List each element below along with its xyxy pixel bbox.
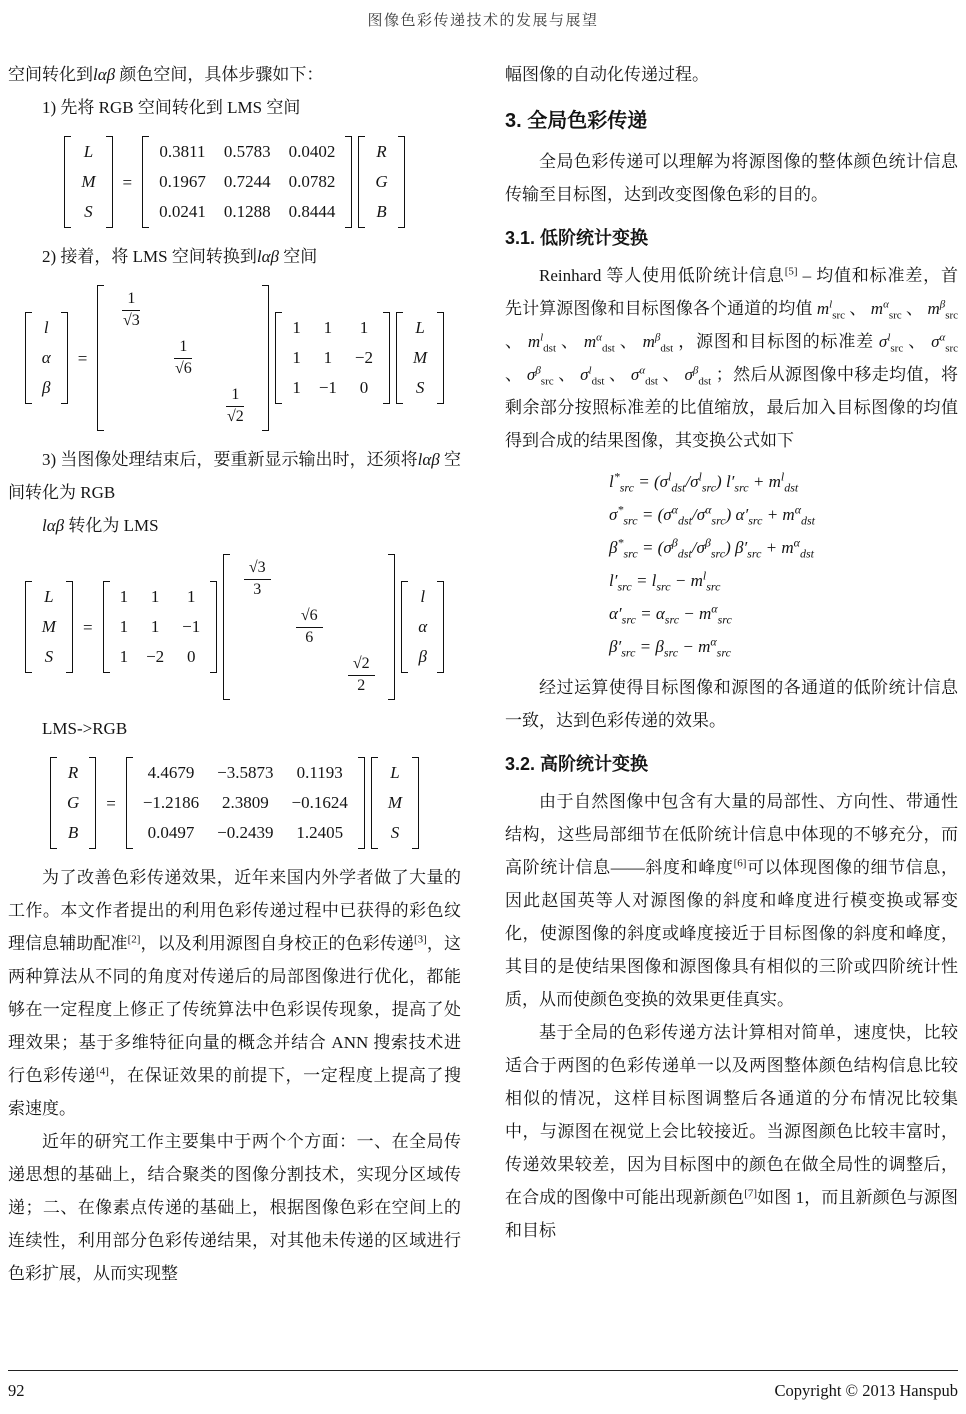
matrix-cell: $\frac{1}{√3}$ [122, 290, 140, 329]
matrix-cell: −1 [182, 617, 201, 636]
equation-line-6: $\beta'_{src} = \beta_{src} - m^\alpha_{src}$ [609, 634, 731, 660]
matrix-lms2rgb-coefficients [126, 757, 365, 849]
para-recent-work: 近年的研究工作主要集中于两个个方面：一、在全局传递思想的基础上，结合聚类的图像分割技术，实现分区域传递；二、在像素点传递的基础上，根据图像色彩在空间上的连续性，利用部分色彩传递结果，对其他未传递的区域进行色彩扩展，从而实现整 [8, 1132, 461, 1283]
matrix-cell: −2 [146, 647, 165, 666]
matrix-cell: G [66, 793, 80, 812]
matrix-rhs-lms-vector [371, 757, 419, 849]
matrix-cell: β [42, 378, 51, 397]
list-item-step1: 1) 先将 RGB 空间转化到 LMS 空间 [42, 98, 301, 117]
column-right [505, 58, 958, 1290]
matrix-cell: −3.5873 [217, 763, 274, 782]
matrix-grid [366, 139, 396, 225]
matrix-cell [105, 336, 157, 380]
matrix-grid [283, 315, 382, 401]
matrix-grid [111, 584, 210, 670]
matrix-cell: $\frac{1}{√2}$ [226, 386, 244, 425]
subsection-heading-high-order: 3.2. 高阶统计变换 [505, 754, 649, 774]
para-reinhard: Reinhard 等人使用低阶统计信息[5] – 均值和标准差，首先计算源图像和目标图像各个通道的均值 $m^l_{src}$ 、 $m^\alpha_{src}$ 、 $m^\beta_{src}$ 、 $m^l_{dst}$ 、 $m^\alpha_{dst}$ 、 $m^\beta_{dst}$ ，源图和目标图的标准差 $\sigma^l_{src}$ 、 $\sigma^\alpha_{src}$ 、 $\sigma^\beta_{src}$ 、 $\sigma^l_{dst}$ 、 $\sigma^\alpha_{dst}$ 、 $\sigma^\beta_{dst}$ ；然后从源图像中移走均值，将剩余部分按照标准差的比值缩放，最后加入目标图像的均值得到合成的结果图像，其变换公式如下 [505, 265, 959, 450]
matrix-cell: G [375, 172, 388, 191]
equation-line-4: $l'_{src} = l_{src} - m^l_{src}$ [609, 568, 721, 594]
matrix-cell: 0 [186, 647, 196, 666]
matrix-lhs-lab-vector [25, 312, 68, 404]
matrix-cell: M [81, 172, 96, 191]
page-footer [8, 1370, 958, 1402]
equals-sign: = [77, 348, 88, 368]
matrix-cell: 0.8444 [288, 202, 336, 221]
matrix-cell: 0.1193 [296, 763, 343, 782]
matrix-cell: β [418, 647, 427, 666]
matrix-cell: 1 [292, 318, 301, 337]
matrix-cell: M [413, 348, 428, 367]
matrix-cell: 0.0241 [159, 202, 206, 221]
matrix-cell: S [84, 202, 93, 221]
matrix-cell: 1 [119, 647, 129, 666]
matrix-cell: −1.2186 [142, 793, 200, 812]
matrix-cell: S [415, 378, 425, 397]
matrix-grid [33, 315, 60, 401]
matrix-cell: 1 [292, 348, 301, 367]
matrix-cell: 1 [323, 318, 333, 337]
matrix-cell: α [418, 617, 428, 636]
matrix-cell: 0.0497 [147, 823, 195, 842]
two-column-body [8, 58, 958, 1290]
matrix-cell: R [376, 142, 387, 161]
matrix-cell: 0.1288 [223, 202, 271, 221]
matrix-cell: 0 [359, 378, 369, 397]
line-lab-to-lms: lαβ 转化为 LMS [42, 516, 159, 535]
matrix-cell [209, 336, 261, 380]
matrix-cell: l [43, 318, 49, 337]
matrix-cell: 0.0402 [288, 142, 336, 161]
matrix-rhs-lms-vector [396, 312, 444, 404]
para-intro: 空间转化到lαβ 颜色空间，具体步骤如下： [8, 65, 324, 84]
para-improvements: 为了改善色彩传递效果，近年来国内外学者做了大量的工作。本文作者提出的利用色彩传递过程中已获得的彩色纹理信息辅助配准[2]，以及利用源图自身校正的色彩传递[3]，这两种算法从不同的角度对传递后的局部图像进行优化，都能够在一定程度上修正了传统算法中色彩误传现象，提高了处理效果；基于多维特征向量的概念并结合 ANN 搜索技术进行色彩传递[4]，在保证效果的前提下，一定程度上提高了搜索速度。 [8, 868, 462, 1118]
matrix-cell: 1 [186, 587, 196, 606]
matrix-cell: L [415, 318, 425, 337]
para-result: 经过运算使得目标图像和源图的各通道的低阶统计信息一致，达到色彩传递的效果。 [505, 678, 958, 730]
subsection-heading-low-order: 3.1. 低阶统计变换 [505, 228, 649, 248]
matrix-cell: L [44, 587, 54, 606]
matrix-grid [105, 288, 261, 428]
equals-sign: = [82, 617, 93, 637]
equation-lms-to-rgb [8, 757, 461, 849]
equation-line-1: $l^*_{src} = (\sigma^l_{dst}/\sigma^l_{src}) l'_{src} + m^l_{dst}$ [609, 469, 799, 495]
line-lms-to-rgb: LMS->RGB [42, 719, 128, 738]
matrix-cell: $\frac{√2}{2}$ [335, 653, 387, 697]
matrix-ones-coefficients [275, 312, 390, 404]
matrix-cell: −1 [318, 378, 337, 397]
equation-lms-to-lab [8, 285, 461, 431]
matrix-rhs-rgb-vector [358, 136, 404, 228]
matrix-grid [404, 315, 436, 401]
matrix-cell [335, 605, 387, 649]
equation-rgb-to-lms [8, 136, 461, 228]
matrix-cell [231, 605, 283, 649]
matrix-cell: −0.2439 [217, 823, 274, 842]
matrix-ones-coefficients [103, 581, 218, 673]
matrix-cell: 4.4679 [147, 763, 195, 782]
matrix-grid [231, 557, 387, 697]
matrix-diagonal-scale [223, 554, 395, 700]
matrix-cell: 0.3811 [159, 142, 206, 161]
matrix-cell: S [390, 823, 400, 842]
matrix-cell: S [44, 647, 54, 666]
matrix-grid [58, 760, 88, 846]
equation-line-2: $\sigma^*_{src} = (\sigma^\alpha_{dst}/\sigma^\alpha_{src}) \alpha'_{src} + m^\alpha_{dst}$ [609, 502, 816, 528]
matrix-cell: 1 [119, 617, 129, 636]
matrix-cell: −0.1624 [291, 793, 348, 812]
para-global-transfer: 全局色彩传递可以理解为将源图像的整体颜色统计信息传输至目标图，达到改变图像色彩的目的。 [505, 152, 958, 204]
equation-lab-to-lms [8, 554, 461, 700]
matrix-cell: $\frac{√3}{3}$ [231, 557, 283, 601]
matrix-grid [134, 760, 357, 846]
matrix-cell: 0.7244 [223, 172, 271, 191]
matrix-cell [283, 653, 335, 697]
matrix-cell: 2.3809 [221, 793, 269, 812]
matrix-cell: B [67, 823, 79, 842]
matrix-cell: −2 [354, 348, 374, 367]
running-head-title: 图像色彩传递技术的发展与展望 [367, 13, 599, 29]
matrix-cell: 1 [150, 617, 160, 636]
matrix-grid [409, 584, 436, 670]
matrix-rgb2lms-coefficients [142, 136, 352, 228]
para-continuation: 幅图像的自动化传递过程。 [505, 65, 709, 84]
copyright-notice: Copyright © 2013 Hanspub [774, 1381, 958, 1400]
matrix-cell: 1 [323, 348, 333, 367]
matrix-cell: R [67, 763, 79, 782]
matrix-cell: M [41, 617, 56, 636]
matrix-cell: 1 [150, 587, 160, 606]
matrix-cell: α [41, 348, 51, 367]
matrix-grid [33, 584, 65, 670]
matrix-cell: 1 [292, 378, 301, 397]
column-left [8, 58, 461, 1290]
matrix-cell [157, 384, 209, 428]
matrix-cell: 1.2405 [296, 823, 344, 842]
equation-line-3: $\beta^*_{src} = (\sigma^\beta_{dst}/\sigma^\beta_{src}) \beta'_{src} + m^\alpha_{dst}$ [609, 535, 814, 561]
matrix-cell [231, 653, 283, 697]
matrix-cell [335, 557, 387, 601]
matrix-cell: 0.1967 [159, 172, 206, 191]
matrix-grid [379, 760, 411, 846]
equals-sign: = [122, 172, 133, 192]
matrix-cell: $\frac{1}{√6}$ [174, 338, 192, 377]
list-item-step2: 2) 接着，将 LMS 空间转换到lαβ 空间 [42, 247, 318, 266]
matrix-lhs-rgb-vector [50, 757, 96, 849]
matrix-cell [157, 288, 209, 332]
matrix-cell: M [387, 793, 403, 812]
list-item-step3: 3) 当图像处理结束后，要重新显示输出时，还须将lαβ 空间转化为 RGB [8, 450, 461, 502]
para-global-method-discussion: 基于全局的色彩传递方法计算相对简单，速度快，比较适合于两图的色彩传递单一以及两图整体颜色结构信息比较相似的情况，这样目标图调整后各通道的分布情况比较集中，与源图在视觉上会比较接近。当源图颜色比较丰富时，传递效果较差，因为目标图中的颜色在做全局性的调整后，在合成的图像中可能出现新颜色[7]如图 1，而且新颜色与源图和目标 [505, 1023, 959, 1240]
page-number: 92 [8, 1381, 25, 1400]
section-heading-global-transfer: 3. 全局色彩传递 [505, 110, 648, 132]
matrix-cell: 1 [119, 587, 129, 606]
matrix-diagonal-scale [97, 285, 269, 431]
matrix-cell [209, 288, 261, 332]
matrix-cell: 0.0782 [288, 172, 336, 191]
matrix-cell [283, 557, 335, 601]
matrix-cell: 1 [359, 318, 369, 337]
equation-line-5: $\alpha'_{src} = \alpha_{src} - m^\alpha_{src}$ [609, 601, 732, 627]
matrix-cell: l [420, 587, 426, 606]
transform-equations [609, 465, 958, 663]
matrix-cell: $\frac{√6}{6}$ [283, 605, 335, 649]
para-high-order: 由于自然图像中包含有大量的局部性、方向性、带通性结构，这些局部细节在低阶统计信息中体现的不够充分，而高阶统计信息——斜度和峰度[6]可以体现图像的细节信息，因此赵国英等人对源图像的斜度和峰度进行模变换或幂变化，使源图像的斜度或峰度接近于目标图像的斜度和峰度，其目的是使结果图像和源图像具有相似的三阶或四阶统计性质，从而使颜色变换的效果更佳真实。 [505, 792, 959, 1009]
equals-sign: = [106, 793, 116, 813]
matrix-rhs-lab-vector [401, 581, 444, 673]
matrix-cell: 0.5783 [223, 142, 271, 161]
matrix-cell: L [390, 763, 400, 782]
matrix-lhs-lms-vector [25, 581, 73, 673]
matrix-cell: L [83, 142, 94, 161]
matrix-grid [72, 139, 104, 225]
matrix-cell: B [376, 202, 387, 221]
matrix-cell [105, 384, 157, 428]
matrix-grid [150, 139, 344, 225]
matrix-lhs-lms-vector [64, 136, 112, 228]
